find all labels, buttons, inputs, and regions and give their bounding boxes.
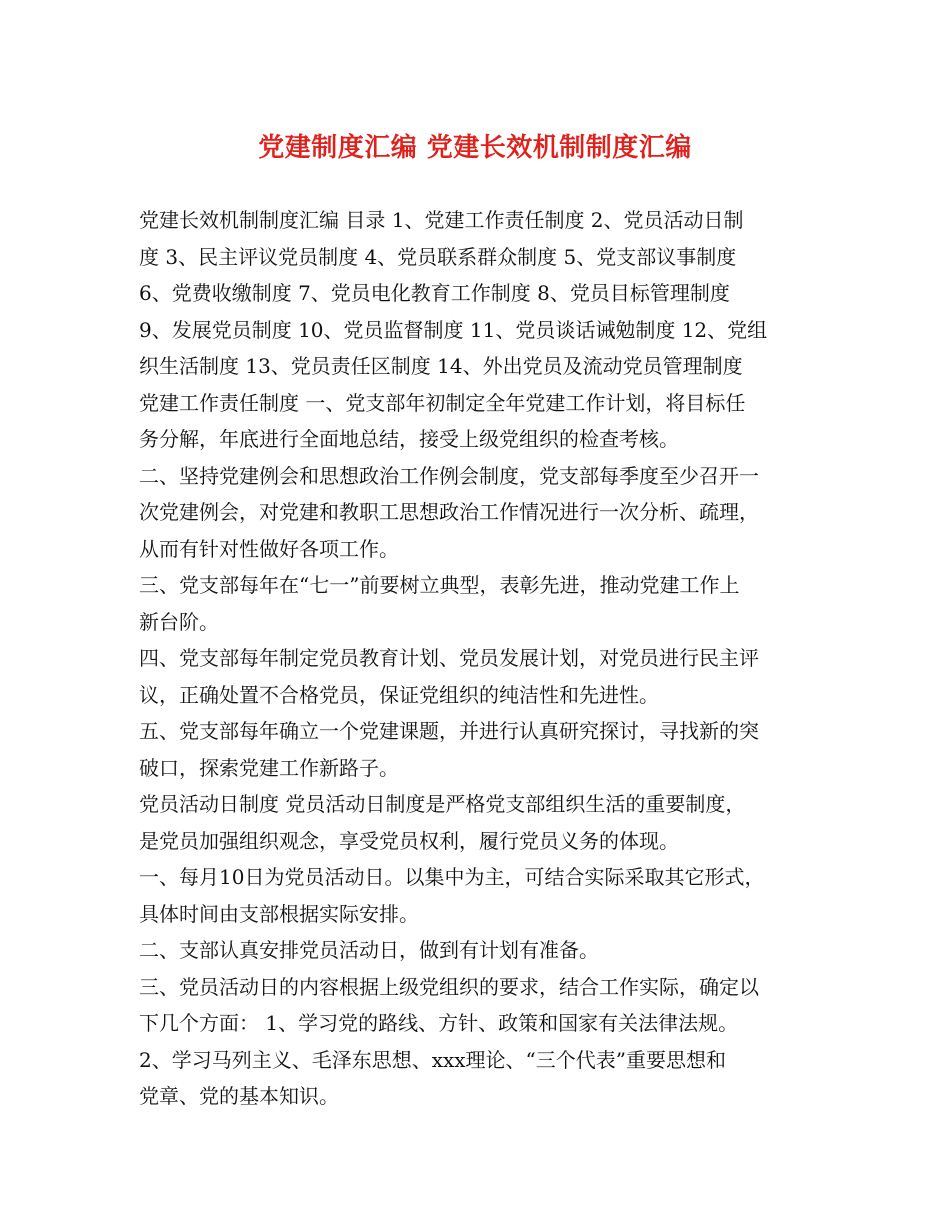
text-line: 破口，探索党建工作新路子。: [139, 755, 399, 780]
text-line: 下几个方面： 1、学习党的路线、方针、政策和国家有关法律法规。: [139, 1011, 739, 1035]
text-line: 五、党支部每年确立一个党建课题，并进行认真研究探讨，寻找新的突: [139, 719, 759, 743]
text-line: 一、每月10日为党员活动日。以集中为主，可结合实际采取其它形式，: [139, 865, 765, 889]
text-line: 6、党费收缴制度 7、党员电化教育工作制度 8、党员目标管理制度: [139, 281, 730, 305]
text-line: 度 3、民主评议党员制度 4、党员联系群众制度 5、党支部议事制度: [139, 244, 737, 269]
text-line: 具体时间由支部根据实际安排。: [139, 901, 419, 926]
text-line: 三、党支部每年在“七一”前要树立典型，表彰先进，推动党建工作上: [139, 573, 740, 597]
document-body: [139, 202, 829, 1115]
text-line: 三、党员活动日的内容根据上级党组织的要求，结合工作实际，确定以: [139, 974, 759, 999]
text-line: 次党建例会，对党建和教职工思想政治工作情况进行一次分析、疏理，: [139, 500, 759, 524]
text-line: 新台阶。: [139, 609, 219, 634]
text-line: 议，正确处置不合格党员，保证党组织的纯洁性和先进性。: [139, 682, 659, 707]
document-title: 党建制度汇编 党建长效机制制度汇编: [258, 133, 692, 163]
text-line: 二、坚持党建例会和思想政治工作例会制度，党支部每季度至少召开一: [139, 463, 759, 488]
text-line: 党建工作责任制度 一、党支部年初制定全年党建工作计划，将目标任: [139, 390, 746, 415]
text-line: 四、党支部每年制定党员教育计划、党员发展计划，对党员进行民主评: [139, 646, 759, 670]
text-line: 从而有针对性做好各项工作。: [139, 536, 399, 561]
text-line: 2、学习马列主义、毛泽东思想、xxx理论、“三个代表”重要思想和: [139, 1047, 727, 1072]
text-line: 务分解，年底进行全面地总结，接受上级党组织的检查考核。: [139, 427, 679, 451]
text-line: 党员活动日制度 党员活动日制度是严格党支部组织生活的重要制度，: [139, 792, 746, 816]
text-line: 二、支部认真安排党员活动日，做到有计划有准备。: [139, 938, 599, 962]
text-line: 党章、党的基本知识。: [139, 1084, 339, 1108]
text-line: 织生活制度 13、党员责任区制度 14、外出党员及流动党员管理制度: [139, 354, 743, 378]
text-line: 党建长效机制制度汇编 目录 1、党建工作责任制度 2、党员活动日制: [139, 208, 744, 232]
text-line: 是党员加强组织观念，享受党员权利，履行党员义务的体现。: [139, 828, 679, 853]
text-line: 9、发展党员制度 10、党员监督制度 11、党员谈话诫勉制度 12、党组: [139, 317, 768, 342]
